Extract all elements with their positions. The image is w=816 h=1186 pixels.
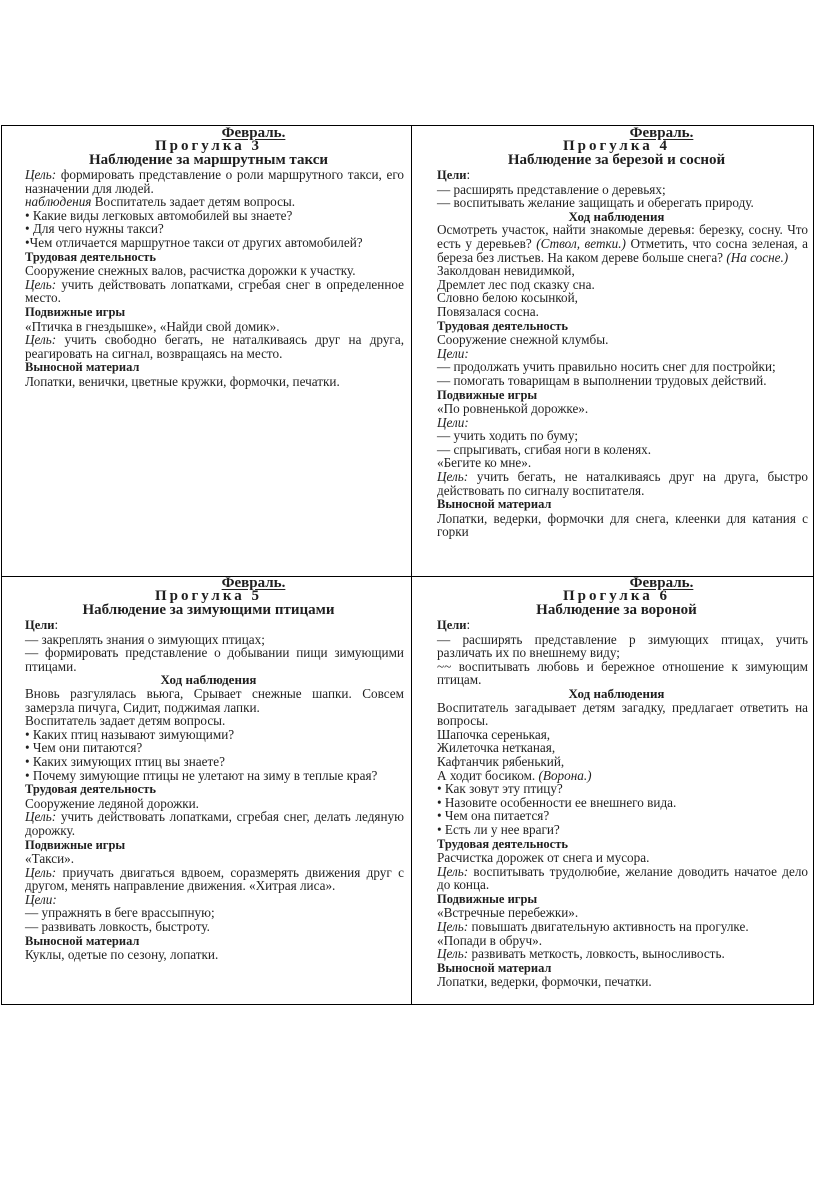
content-line [13, 906, 404, 920]
line-text: Заколдован невидимкой, [437, 263, 575, 279]
goal-label: Цель: [437, 946, 469, 962]
line-text: «Встречные перебежки». [437, 905, 579, 921]
line-text: — учить ходить по буму; [437, 428, 578, 444]
answer-text: (На сосне.) [726, 249, 789, 265]
goal-label: Цель: [25, 332, 57, 348]
content-line [13, 646, 404, 673]
month-label: Февраль. [221, 575, 286, 591]
column-divider [411, 126, 412, 1004]
section-heading: Трудовая деятельность [437, 836, 568, 851]
line-text: • Чем она питается? [437, 808, 550, 824]
content-line [13, 920, 404, 934]
content-line [13, 278, 404, 305]
goal-label: Цель: [25, 809, 57, 825]
line-text: Куклы, одетые по сезону, лопатки. [25, 947, 219, 963]
line-text: формировать представление о роли маршрутного такси, его назначении для людей. [25, 167, 404, 196]
section-heading: Подвижные игры [25, 837, 126, 852]
line-text: учить действовать лопатками, сгребая снег в определенное место. [25, 276, 404, 306]
card-walk-4 [419, 126, 814, 539]
line-text: Осмотреть участок, найти знакомые деревья: березку, сосну. Что есть у деревьев? [437, 222, 808, 251]
line-text: • Какие виды легковых автомобилей вы знаете? [25, 207, 293, 223]
content-line [13, 222, 404, 236]
line-text: • Для чего нужны такси? [25, 221, 164, 237]
content-line [425, 851, 808, 865]
line-text: Отметить, что сосна зеленая, а береза без листьев. На каком дереве больше снега? [437, 235, 809, 265]
content-line [13, 209, 404, 223]
month-label: Февраль. [629, 575, 694, 591]
line-text: воспитывать трудолюбие, желание доводить начатое дело до конца. [437, 863, 808, 893]
walk-number: Прогулка 3 [154, 138, 263, 154]
goal-label: Цель: [437, 919, 469, 935]
goal-label: Цель: [437, 469, 469, 485]
line-text: ~~ воспитывать любовь и бережное отношение к зимующим птицам. [437, 658, 808, 688]
content-line [425, 728, 808, 742]
line-text: Шапочка серенькая, [437, 726, 551, 742]
section-heading: Подвижные игры [25, 304, 126, 319]
line-text: Воспитатель задает детям вопросы. [25, 713, 226, 729]
content-line [425, 333, 808, 347]
content-line [425, 278, 808, 292]
goal-label: Цели: [437, 414, 469, 430]
content-line [13, 948, 404, 962]
line-text: Кафтанчик рябенький, [437, 753, 565, 769]
line-text: • Как зовут эту птицу? [437, 781, 563, 797]
content-line [13, 893, 404, 907]
content-line [13, 741, 404, 755]
observation-heading: Ход наблюдения [160, 672, 257, 688]
content-line [425, 823, 808, 837]
content-line [13, 195, 404, 209]
content-line [13, 838, 404, 853]
goal-label: Цель: [25, 864, 57, 880]
line-text: Сооружение снежных валов, расчистка дорожки к участку. [25, 263, 356, 279]
line-text: развивать меткость, ловкость, выносливость. [468, 946, 725, 962]
line-text: — упражнять в беге врассыпную; [25, 905, 215, 921]
content-line [425, 618, 808, 633]
line-text: — расширять представление р зимующих птицах, учить различать их по внешнему виду; [437, 631, 808, 661]
line-text: • Назовите особенности ее внешнего вида. [437, 794, 677, 810]
walk-number: Прогулка 6 [562, 588, 671, 604]
content-line [425, 769, 808, 783]
walk-number: Прогулка 4 [562, 138, 671, 154]
content-line [425, 975, 808, 989]
walk-number: Прогулка 5 [154, 588, 263, 604]
content-line [425, 347, 808, 361]
month-label: Февраль. [629, 125, 694, 141]
content-line [425, 388, 808, 403]
card-title: Наблюдение за маршрутным такси [88, 152, 329, 168]
section-heading: Выносной материал [25, 360, 140, 375]
content-line [425, 741, 808, 755]
content-line [425, 416, 808, 430]
line-text: — расширять представление о деревьях; [437, 181, 666, 197]
line-text: «Птичка в гнездышке», «Найди свой домик». [25, 318, 280, 334]
goal-label: наблюдения [25, 194, 92, 210]
content-line [13, 852, 404, 866]
line-text: — помогать товарищам в выполнении трудовых действий. [437, 372, 767, 388]
line-text: «Бегите ко мне». [437, 455, 532, 471]
content-line [425, 429, 808, 443]
section-heading: Трудовая деятельность [25, 249, 156, 264]
goal-label: Цель: [25, 167, 57, 182]
answer-text: (Ствол, ветки.) [536, 235, 626, 251]
observation-heading: Ход наблюдения [568, 685, 665, 701]
content-line [13, 934, 404, 949]
line-text: Дремлет лес под сказку сна. [437, 276, 595, 292]
observation-heading: Ход наблюдения [568, 208, 665, 224]
section-heading: Цели [437, 618, 467, 632]
content-line [13, 866, 404, 893]
line-text: «По ровненькой дорожке». [437, 401, 589, 417]
line-text: • Каких птиц называют зимующими? [25, 726, 235, 742]
card-title: Наблюдение за вороной [536, 602, 697, 618]
line-text: • Каких зимующих птиц вы знаете? [25, 753, 225, 769]
line-text: • Почему зимующие птицы не улетают на зиму в теплые края? [25, 767, 378, 783]
content-line [425, 892, 808, 907]
card-walk-3 [7, 126, 410, 389]
content-line [13, 375, 404, 389]
content-line [425, 947, 808, 961]
line-text: Словно белою косынкой, [437, 290, 578, 306]
line-text: • Чем они питаются? [25, 740, 143, 756]
line-text: Вновь разгулялась вьюга, Срывает снежные шапки. Совсем замерзла пичуга, Сидит, поджимая лапки. [25, 685, 404, 715]
content-line [425, 456, 808, 470]
content-line [425, 183, 808, 197]
content-line [13, 333, 404, 360]
card-title: Наблюдение за зимующими птицами [82, 602, 335, 618]
content-line [425, 633, 808, 660]
line-text: : [54, 617, 59, 632]
line-text: •Чем отличается маршрутное такси от других автомобилей? [25, 234, 363, 250]
content-line [13, 714, 404, 728]
line-text: Сооружение ледяной дорожки. [25, 795, 199, 811]
content-line [425, 796, 808, 810]
goal-label: Цель: [25, 276, 57, 292]
content-line [13, 728, 404, 742]
section-heading: Подвижные игры [437, 891, 538, 906]
content-line [13, 782, 404, 797]
content-line [425, 782, 808, 796]
content-line [425, 223, 808, 264]
line-text: «Попади в обруч». [437, 932, 543, 948]
section-heading: Выносной материал [437, 960, 552, 975]
content-line [425, 443, 808, 457]
section-heading: Трудовая деятельность [437, 318, 568, 333]
section-heading: Выносной материал [25, 933, 140, 948]
card-walk-6 [419, 576, 814, 989]
line-text: Лопатки, ведерки, формочки для снега, клеенки для катания с горки [437, 510, 808, 540]
line-text: — закреплять знания о зимующих птицах; [25, 631, 265, 647]
card-walk-5 [7, 576, 410, 962]
content-line [425, 168, 808, 183]
section-heading: Цели [437, 168, 467, 182]
content-line [425, 497, 808, 512]
content-line [13, 236, 404, 250]
line-text: — продолжать учить правильно носить снег для постройки; [437, 359, 776, 375]
goal-label: Цель: [437, 863, 469, 879]
content-line [425, 319, 808, 334]
goal-label: Цели: [25, 891, 57, 907]
content-line [425, 961, 808, 976]
line-text: Лопатки, венички, цветные кружки, формочки, печатки. [25, 373, 340, 389]
content-line [13, 797, 404, 811]
line-text: : [466, 167, 471, 182]
content-line [425, 305, 808, 319]
content-line [13, 769, 404, 783]
content-line [425, 865, 808, 892]
line-text: Повязалася сосна. [437, 303, 539, 319]
line-text: — развивать ловкость, быстроту. [25, 919, 210, 935]
line-text: учить бегать, не наталкиваясь друг на друга, быстро действовать по сигналу воспитателя. [437, 469, 808, 498]
section-heading: Трудовая деятельность [25, 782, 156, 797]
content-line [425, 837, 808, 852]
content-line [425, 920, 808, 934]
content-line [425, 374, 808, 388]
line-text: повышать двигательную активность на прогулке. [468, 919, 749, 935]
content-line [425, 264, 808, 278]
content-line [425, 470, 808, 497]
content-line [13, 687, 404, 714]
section-heading: Подвижные игры [437, 387, 538, 402]
content-line [425, 360, 808, 374]
content-line [425, 291, 808, 305]
content-line [425, 402, 808, 416]
content-line [13, 250, 404, 265]
answer-text: (Ворона.) [538, 767, 592, 783]
line-text: • Есть ли у нее враги? [437, 821, 560, 837]
line-text: Воспитатель задает детям вопросы. [91, 194, 296, 210]
line-text: Расчистка дорожек от снега и мусора. [437, 850, 650, 866]
content-line [13, 168, 404, 195]
month-label: Февраль. [221, 125, 286, 141]
line-text: учить свободно бегать, не наталкиваясь друг на друга, реагировать на сигнал, возвращаясь на место. [25, 332, 404, 361]
line-text: учить действовать лопатками, сгребая снег, делать ледяную дорожку. [25, 809, 404, 838]
content-line [425, 660, 808, 687]
line-text: Лопатки, ведерки, формочки, печатки. [437, 974, 652, 990]
content-line [425, 809, 808, 823]
content-line [13, 360, 404, 375]
content-line [13, 810, 404, 837]
content-line [425, 512, 808, 539]
line-text: Жилеточка нетканая, [437, 740, 556, 756]
content-line [13, 618, 404, 633]
card-title: Наблюдение за березой и сосной [507, 152, 726, 168]
content-line [13, 264, 404, 278]
line-text: приучать двигаться вдвоем, соразмерять движения друг с другом, менять направление движения. «Хитрая лиса». [25, 864, 404, 894]
goal-label: Цели: [437, 345, 469, 361]
line-text: «Такси». [25, 851, 75, 867]
line-text: Сооружение снежной клумбы. [437, 332, 609, 348]
content-line [13, 755, 404, 769]
content-line [13, 305, 404, 320]
line-text: Воспитатель загадывает детям загадку, предлагает ответить на вопросы. [437, 699, 808, 729]
content-line [13, 633, 404, 647]
content-line [425, 906, 808, 920]
content-line [425, 196, 808, 210]
content-line [13, 320, 404, 334]
line-text: — формировать представление о добывании пищи зимующими птицами. [25, 645, 404, 674]
content-line [425, 701, 808, 728]
line-text: — спрыгивать, сгибая ноги в коленях. [437, 441, 652, 457]
line-text: : [466, 617, 471, 632]
section-heading: Выносной материал [437, 497, 552, 512]
line-text: — воспитывать желание защищать и оберегать природу. [437, 195, 754, 211]
content-line [425, 755, 808, 769]
content-line [425, 934, 808, 948]
section-heading: Цели [25, 618, 55, 632]
line-text: А ходит босиком. [437, 767, 539, 783]
plan-table [1, 125, 814, 1005]
